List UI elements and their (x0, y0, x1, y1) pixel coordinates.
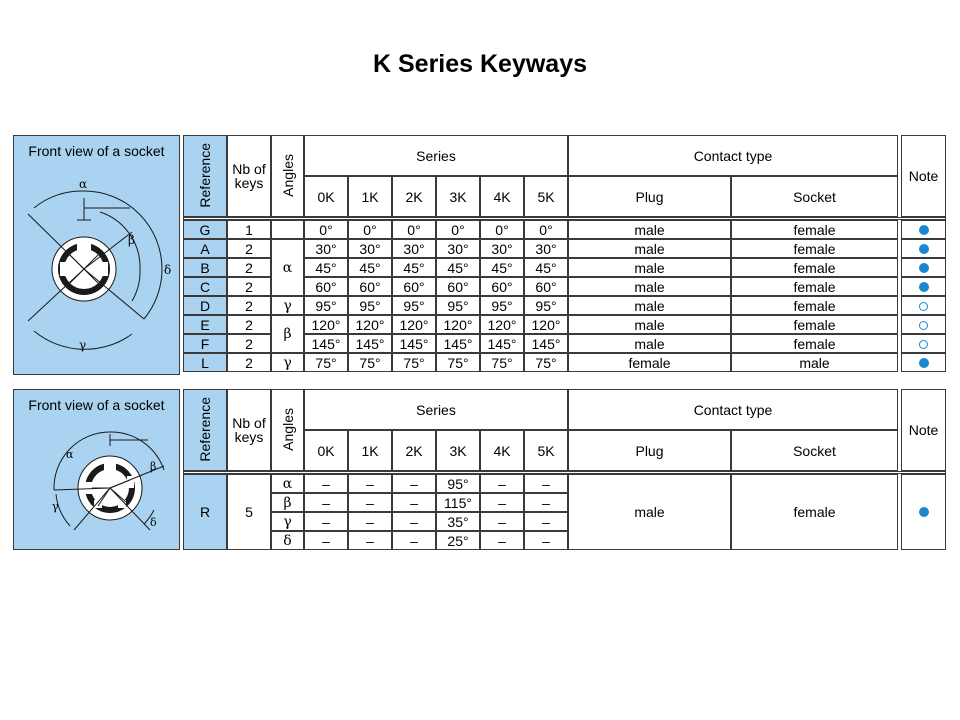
reference-cell: F (183, 334, 227, 353)
series-value-cell: – (304, 493, 348, 512)
contact-type-header: Contact type (568, 135, 898, 176)
series-value-cell: – (524, 493, 568, 512)
series-value-cell: – (348, 493, 392, 512)
series-value-cell: 60° (348, 277, 392, 296)
plug-cell: male (568, 334, 731, 353)
socket-diagram-2 (14, 390, 181, 551)
series-value-cell: – (392, 512, 436, 531)
reference-cell: D (183, 296, 227, 315)
plug-cell: male (568, 277, 731, 296)
series-value-cell: 75° (348, 353, 392, 372)
plug-cell: male (568, 474, 731, 550)
series-value-cell: 95° (436, 474, 480, 493)
socket-cell: female (731, 277, 898, 296)
series-col-1k-2: 1K (348, 430, 392, 471)
series-value-cell: – (392, 493, 436, 512)
delta-label-2: δ (150, 516, 157, 529)
series-value-cell: – (524, 474, 568, 493)
reference-cell: G (183, 220, 227, 239)
nb-keys-cell: 2 (227, 296, 271, 315)
reference-header-2: Reference (197, 396, 213, 462)
socket-header-2: Socket (731, 430, 898, 471)
series-value-cell: 75° (480, 353, 524, 372)
reference-cell: B (183, 258, 227, 277)
series-value-cell: – (480, 493, 524, 512)
series-value-cell: – (480, 474, 524, 493)
socket-cell: female (731, 296, 898, 315)
note-cell (901, 474, 946, 550)
open-circle-icon (919, 340, 928, 349)
reference-cell: C (183, 277, 227, 296)
filled-circle-icon (919, 225, 929, 235)
table-row (183, 239, 946, 258)
table-row (183, 220, 946, 239)
series-value-cell: 30° (480, 239, 524, 258)
contact-type-header-2: Contact type (568, 389, 898, 430)
angles-header-cell (271, 135, 304, 217)
series-value-cell: 30° (348, 239, 392, 258)
series-value-cell: 0° (392, 220, 436, 239)
series-value-cell: 45° (348, 258, 392, 277)
plug-cell: male (568, 258, 731, 277)
plug-cell: male (568, 239, 731, 258)
series-col-3k-2: 3K (436, 430, 480, 471)
angle-cell (271, 220, 304, 239)
nb-keys-cell: 2 (227, 239, 271, 258)
nb-keys-cell: 2 (227, 277, 271, 296)
plug-header-2: Plug (568, 430, 731, 471)
series-col-4k-2: 4K (480, 430, 524, 471)
alpha-label: α (79, 177, 88, 191)
note-cell (901, 296, 946, 315)
series-value-cell: 30° (436, 239, 480, 258)
series-value-cell: 45° (436, 258, 480, 277)
keyway-table-2 (183, 389, 946, 550)
open-circle-icon (919, 302, 928, 311)
series-value-cell: 60° (480, 277, 524, 296)
series-col-2k-2: 2K (392, 430, 436, 471)
nb-keys-header-2: Nb of keys (227, 389, 271, 471)
angle-cell: γ (271, 512, 304, 531)
series-value-cell: 115° (436, 493, 480, 512)
plug-cell: female (568, 353, 731, 372)
series-col-5k-2: 5K (524, 430, 568, 471)
angle-cell: γ (271, 296, 304, 315)
series-value-cell: 95° (392, 296, 436, 315)
series-value-cell: 30° (524, 239, 568, 258)
note-cell (901, 353, 946, 372)
series-value-cell: 120° (304, 315, 348, 334)
series-value-cell: 145° (480, 334, 524, 353)
filled-circle-icon (919, 263, 929, 273)
series-value-cell: 145° (392, 334, 436, 353)
reference-cell: A (183, 239, 227, 258)
alpha-label-2: α (66, 448, 74, 461)
series-col-0k: 0K (304, 176, 348, 217)
note-cell (901, 315, 946, 334)
nb-keys-header: Nb of keys (227, 135, 271, 217)
front-view-label: Front view of a socket (28, 143, 165, 159)
series-value-cell: – (480, 531, 524, 550)
page-title: K Series Keyways (372, 50, 588, 78)
series-value-cell: 0° (304, 220, 348, 239)
series-value-cell: – (304, 531, 348, 550)
series-value-cell: 75° (392, 353, 436, 372)
series-value-cell: 120° (436, 315, 480, 334)
socket-cell: male (731, 353, 898, 372)
angle-cell: β (271, 315, 304, 353)
series-value-cell: 0° (480, 220, 524, 239)
series-value-cell: – (392, 531, 436, 550)
keyway-table-1 (183, 135, 946, 372)
socket-cell: female (731, 258, 898, 277)
series-value-cell: 95° (436, 296, 480, 315)
angles-header-2: Angles (279, 407, 296, 451)
series-value-cell: – (348, 512, 392, 531)
series-value-cell: 75° (524, 353, 568, 372)
plug-header: Plug (568, 176, 731, 217)
note-cell (901, 220, 946, 239)
nb-keys-cell: 2 (227, 353, 271, 372)
table-2-body (183, 474, 946, 550)
series-col-5k: 5K (524, 176, 568, 217)
series-value-cell: – (524, 531, 568, 550)
series-value-cell: 145° (436, 334, 480, 353)
series-value-cell: 35° (436, 512, 480, 531)
series-col-4k: 4K (480, 176, 524, 217)
table-row (183, 296, 946, 315)
series-value-cell: – (304, 512, 348, 531)
plug-cell: male (568, 296, 731, 315)
filled-circle-icon (919, 358, 929, 368)
angle-cell: δ (271, 531, 304, 550)
beta-label-2: β (150, 460, 157, 473)
note-cell (901, 239, 946, 258)
reference-header: Reference (197, 142, 213, 208)
series-value-cell: 145° (348, 334, 392, 353)
nb-keys-cell: 2 (227, 315, 271, 334)
note-cell (901, 258, 946, 277)
series-value-cell: 30° (304, 239, 348, 258)
series-value-cell: – (304, 474, 348, 493)
nb-keys-cell: 5 (227, 474, 271, 550)
series-value-cell: 145° (524, 334, 568, 353)
series-value-cell: 120° (392, 315, 436, 334)
series-value-cell: 120° (480, 315, 524, 334)
angle-cell: β (271, 493, 304, 512)
series-value-cell: – (348, 531, 392, 550)
angle-cell: α (271, 239, 304, 296)
socket-cell: female (731, 474, 898, 550)
series-value-cell: 60° (392, 277, 436, 296)
series-value-cell: – (524, 512, 568, 531)
note-cell (901, 277, 946, 296)
beta-label: β (128, 233, 135, 247)
series-value-cell: 120° (524, 315, 568, 334)
reference-cell: L (183, 353, 227, 372)
socket-cell: female (731, 220, 898, 239)
plug-cell: male (568, 315, 731, 334)
series-col-3k: 3K (436, 176, 480, 217)
plug-cell: male (568, 220, 731, 239)
series-value-cell: 95° (524, 296, 568, 315)
series-value-cell: 95° (348, 296, 392, 315)
nb-keys-cell: 2 (227, 258, 271, 277)
table-row (183, 474, 946, 493)
series-col-1k: 1K (348, 176, 392, 217)
series-col-0k-2: 0K (304, 430, 348, 471)
note-cell (901, 334, 946, 353)
filled-circle-icon (919, 282, 929, 292)
series-value-cell: – (348, 474, 392, 493)
angle-cell: γ (271, 353, 304, 372)
angle-cell: α (271, 474, 304, 493)
filled-circle-icon (919, 244, 929, 254)
series-value-cell: 30° (392, 239, 436, 258)
series-value-cell: 0° (524, 220, 568, 239)
series-value-cell: 0° (348, 220, 392, 239)
table-row (183, 353, 946, 372)
series-value-cell: – (392, 474, 436, 493)
socket-header: Socket (731, 176, 898, 217)
filled-circle-icon (919, 507, 929, 517)
delta-label: δ (164, 263, 172, 277)
socket-cell: female (731, 315, 898, 334)
reference-header-cell (183, 135, 227, 217)
front-view-panel-2 (13, 389, 180, 550)
table-row (183, 315, 946, 334)
series-value-cell: 45° (304, 258, 348, 277)
series-value-cell: 45° (524, 258, 568, 277)
front-view-label-2: Front view of a socket (28, 397, 165, 413)
gamma-label: γ (79, 338, 87, 352)
reference-cell: E (183, 315, 227, 334)
angles-header-cell-2 (271, 389, 304, 471)
series-col-2k: 2K (392, 176, 436, 217)
gamma-label-2: γ (52, 500, 59, 513)
note-header-2: Note (901, 389, 946, 471)
socket-cell: female (731, 239, 898, 258)
socket-diagram-1 (14, 136, 181, 376)
series-value-cell: 45° (480, 258, 524, 277)
note-header: Note (901, 135, 946, 217)
series-value-cell: 145° (304, 334, 348, 353)
series-value-cell: 75° (304, 353, 348, 372)
reference-header-cell-2 (183, 389, 227, 471)
series-value-cell: 60° (304, 277, 348, 296)
series-value-cell: 25° (436, 531, 480, 550)
series-value-cell: 120° (348, 315, 392, 334)
nb-keys-cell: 2 (227, 334, 271, 353)
table-1-body (183, 220, 946, 372)
open-circle-icon (919, 321, 928, 330)
series-header: Series (304, 135, 568, 176)
angles-header: Angles (279, 153, 296, 197)
series-value-cell: 60° (524, 277, 568, 296)
front-view-panel-1 (13, 135, 180, 375)
series-value-cell: 95° (304, 296, 348, 315)
series-value-cell: 75° (436, 353, 480, 372)
series-value-cell: – (480, 512, 524, 531)
nb-keys-cell: 1 (227, 220, 271, 239)
series-value-cell: 0° (436, 220, 480, 239)
series-value-cell: 95° (480, 296, 524, 315)
reference-cell: R (183, 474, 227, 550)
series-header-2: Series (304, 389, 568, 430)
series-value-cell: 60° (436, 277, 480, 296)
series-value-cell: 45° (392, 258, 436, 277)
socket-cell: female (731, 334, 898, 353)
